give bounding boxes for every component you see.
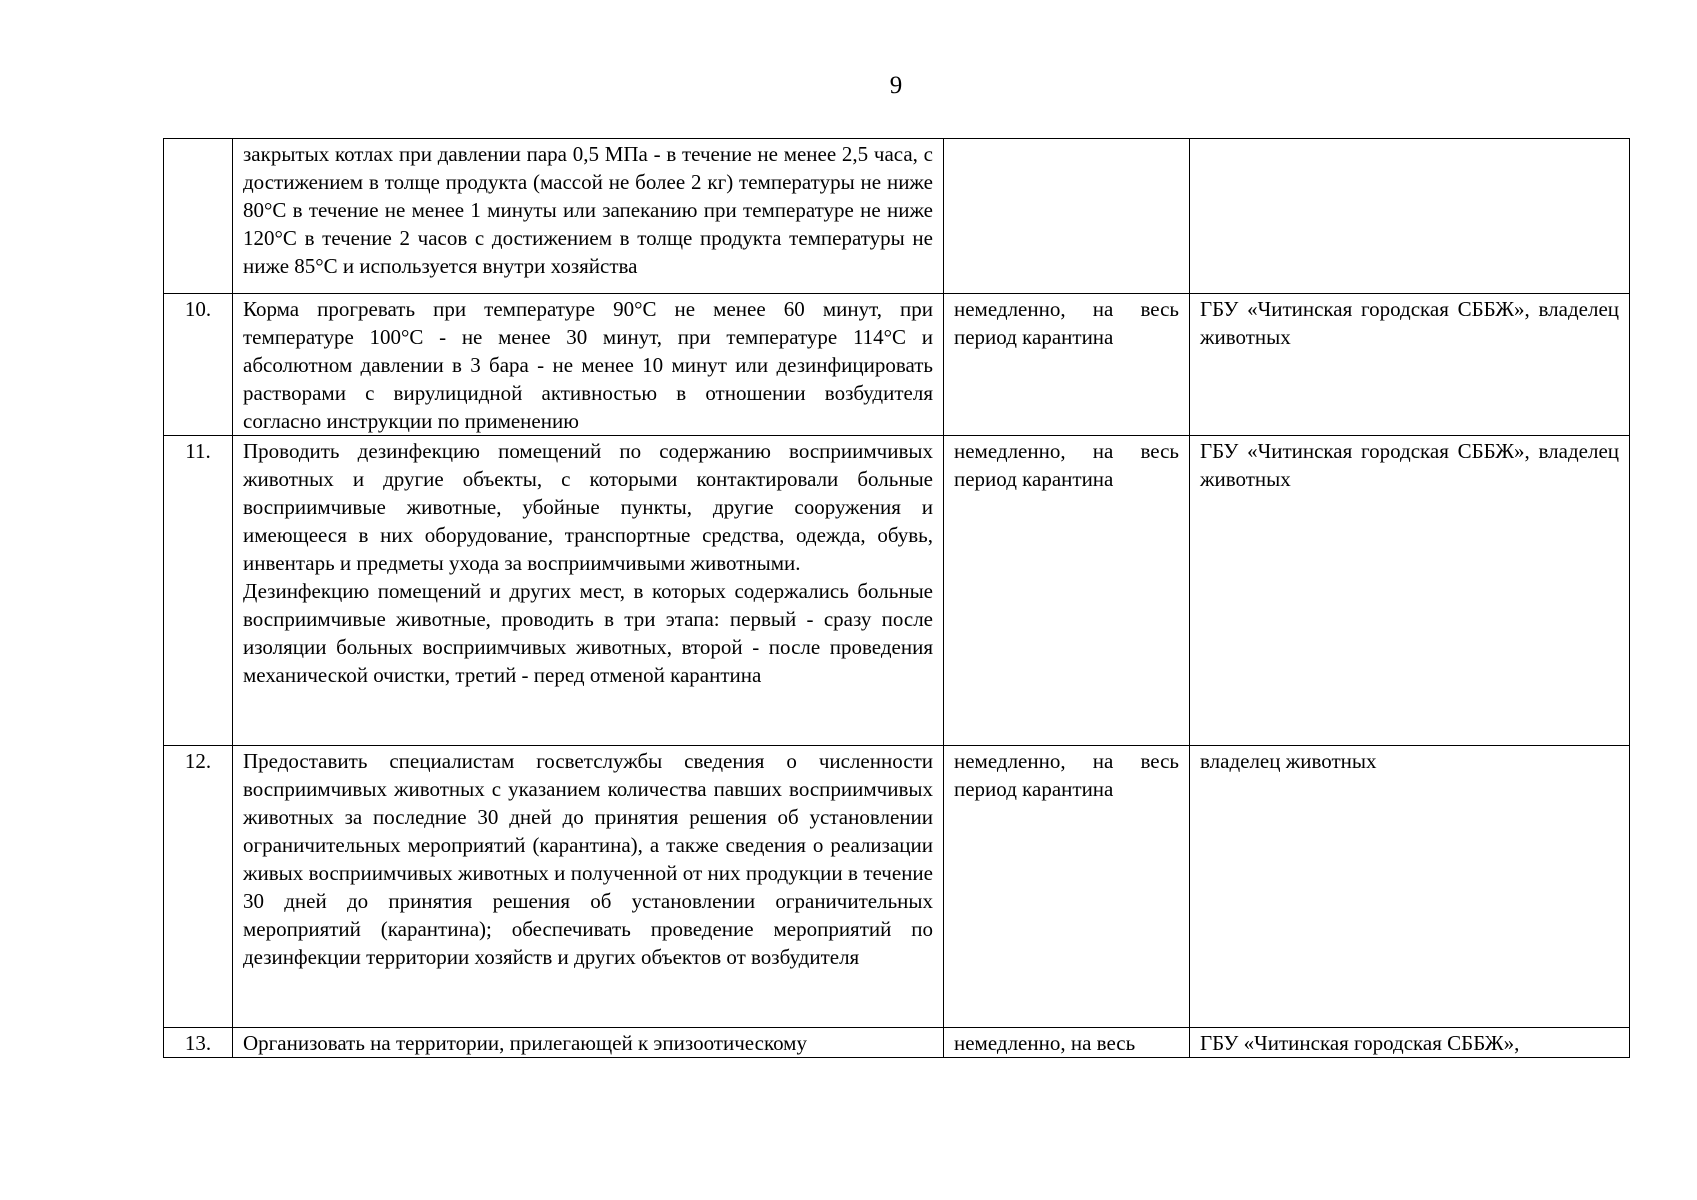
row-number <box>164 139 233 294</box>
term-cell: немедленно, на весь период карантина <box>944 746 1190 1028</box>
responsible-cell: владелец животных <box>1190 746 1630 1028</box>
table-row <box>164 436 1630 746</box>
responsible-cell: ГБУ «Читинская городская СББЖ», владелец животных <box>1190 294 1630 436</box>
table-row <box>164 294 1630 436</box>
action-text: Проводить дезинфекцию помещений по содержанию восприимчивых животных и другие объекты, с которыми контактировали больные восприимчивые животные, убойные пункты, другие сооружения и имеющееся в них оборудование, транспортные средства, одежда, обувь, инвентарь и предметы ухода за восприимчивыми животными. <box>243 439 933 575</box>
action-text: Дезинфекцию помещений и других мест, в которых содержались больные восприимчивые животные, проводить в три этапа: первый - сразу после изоляции больных восприимчивых животных, второй - после проведения механической очистки, третий - перед отменой карантина <box>243 579 933 687</box>
action-text: Предоставить специалистам госветслужбы сведения о численности восприимчивых животных с указанием количества павших восприимчивых животных за последние 30 дней до принятия решения об установлении ограничительных мероприятий (карантина), а также сведения о реализации живых восприимчивых животных и полученной от них продукции в течение 30 дней до принятия решения об установлении ограничительных мероприятий (карантина); обеспечивать проведение мероприятий по дезинфекции территории хозяйств и других объектов от возбудителя <box>243 749 933 969</box>
term-cell: немедленно, на весь <box>944 1028 1190 1058</box>
page-number: 9 <box>889 72 903 99</box>
table-row <box>164 1028 1630 1058</box>
action-text: Корма прогревать при температуре 90°С не менее 60 минут, при температуре 100°С - не менее 30 минут, при температуре 114°С и абсолютном давлении в 3 бара - не менее 10 минут или дезинфицировать растворами с вирулицидной активностью в отношении возбудителя согласно инструкции по применению <box>243 297 933 433</box>
responsible-cell: ГБУ «Читинская городская СББЖ», <box>1190 1028 1630 1058</box>
term-cell: немедленно, на весь период карантина <box>944 294 1190 436</box>
action-cell <box>233 139 944 294</box>
term-cell: немедленно, на весь период карантина <box>944 436 1190 746</box>
row-number: 10. <box>164 294 233 436</box>
action-text: Организовать на территории, прилегающей к эпизоотическому <box>243 1031 807 1055</box>
action-cell <box>233 746 944 1028</box>
table-row <box>164 139 1630 294</box>
table-row <box>164 746 1630 1028</box>
action-text: закрытых котлах при давлении пара 0,5 МПа - в течение не менее 2,5 часа, с достижением в толще продукта (массой не более 2 кг) температуры не ниже 80°С в течение не менее 1 минуты или запеканию при температуре не ниже 120°С в течение 2 часов с достижением в толще продукта температуры не ниже 85°С и используется внутри хозяйства <box>243 142 933 278</box>
row-number: 13. <box>164 1028 233 1058</box>
term-cell <box>944 139 1190 294</box>
action-cell <box>233 436 944 746</box>
action-cell <box>233 1028 944 1058</box>
measures-table <box>163 138 1630 1058</box>
action-cell <box>233 294 944 436</box>
row-number: 12. <box>164 746 233 1028</box>
row-number: 11. <box>164 436 233 746</box>
responsible-cell: ГБУ «Читинская городская СББЖ», владелец животных <box>1190 436 1630 746</box>
responsible-cell <box>1190 139 1630 294</box>
